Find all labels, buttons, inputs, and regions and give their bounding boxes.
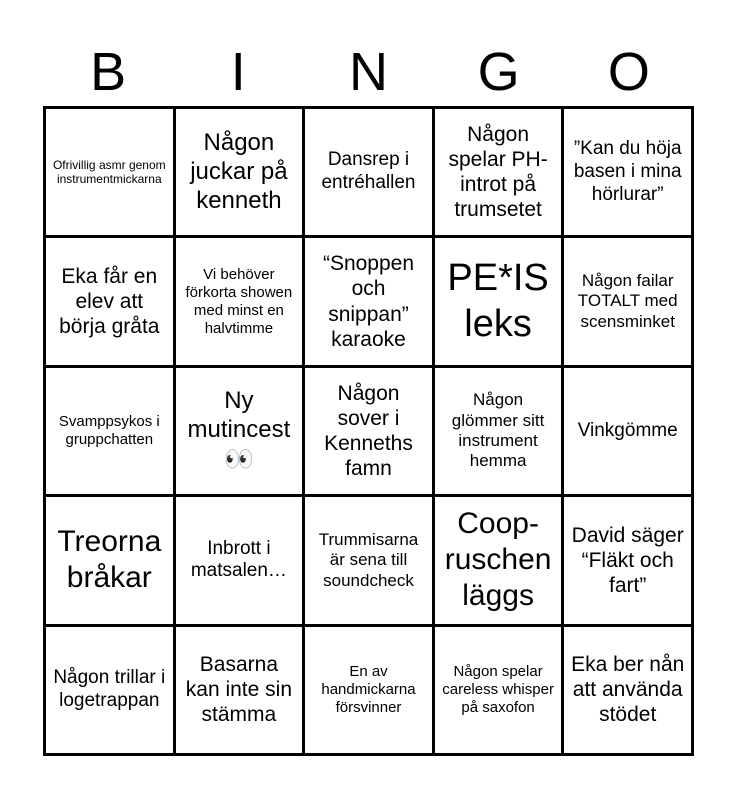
bingo-cell-r4c2[interactable] bbox=[176, 497, 303, 623]
cell-text: Trummisarna är sena till soundcheck bbox=[318, 529, 419, 590]
cell-text: Någon juckar på kenneth bbox=[190, 129, 288, 214]
bingo-cell-r4c5[interactable] bbox=[564, 497, 691, 623]
bingo-cell-r2c1[interactable] bbox=[46, 238, 173, 364]
bingo-header bbox=[43, 40, 694, 104]
header-letter-n: N bbox=[348, 42, 388, 102]
bingo-cell-r3c3[interactable] bbox=[305, 368, 432, 494]
cell-text: Ny mutincest bbox=[187, 387, 291, 444]
cell-text: Eka ber nån att använda stödet bbox=[571, 653, 685, 727]
bingo-cell-r2c5[interactable] bbox=[564, 238, 691, 364]
cell-text: Inbrott i matsalen… bbox=[190, 537, 287, 582]
header-letter-g: G bbox=[477, 42, 520, 102]
bingo-cell-r1c3[interactable] bbox=[305, 109, 432, 235]
cell-text: Någon spelar careless whisper på saxofon bbox=[442, 662, 554, 716]
bingo-cell-r3c1[interactable] bbox=[46, 368, 173, 494]
bingo-cell-r4c4[interactable] bbox=[435, 497, 562, 623]
cell-text: Någon spelar PH-introt på trumsetet bbox=[448, 122, 548, 222]
eyes-emoji-icon: 👀 bbox=[223, 444, 254, 473]
bingo-cell-r5c5[interactable] bbox=[564, 627, 691, 753]
cell-text: Basarna kan inte sin stämma bbox=[185, 653, 292, 727]
bingo-cell-r4c1[interactable] bbox=[46, 497, 173, 623]
bingo-grid bbox=[43, 106, 694, 756]
cell-text: Vinkgömme bbox=[577, 419, 678, 441]
bingo-cell-r3c5[interactable] bbox=[564, 368, 691, 494]
bingo-cell-r2c2[interactable] bbox=[176, 238, 303, 364]
cell-text: Någon failar TOTALT med scensminket bbox=[577, 271, 678, 331]
bingo-cell-r3c2[interactable] bbox=[176, 368, 303, 494]
cell-text: En av handmickarna försvinner bbox=[321, 662, 416, 716]
cell-text: David säger “Fläkt och fart” bbox=[571, 523, 684, 597]
cell-text: Svamppsykos i gruppchatten bbox=[58, 412, 160, 448]
cell-text: Treorna bråkar bbox=[57, 525, 162, 595]
cell-text: Dansrep i entréhallen bbox=[321, 149, 416, 194]
bingo-cell-r2c3[interactable] bbox=[305, 238, 432, 364]
bingo-cell-r5c1[interactable] bbox=[46, 627, 173, 753]
bingo-cell-r1c2[interactable] bbox=[176, 109, 303, 235]
cell-text: “Snoppen och snippan” karaoke bbox=[322, 252, 415, 351]
cell-text: PE*IS leks bbox=[447, 257, 549, 345]
bingo-cell-r4c3[interactable] bbox=[305, 497, 432, 623]
cell-text: Någon sover i Kenneths famn bbox=[324, 381, 413, 481]
cell-text: Eka får en elev att börja gråta bbox=[59, 264, 160, 339]
bingo-cell-r1c5[interactable] bbox=[564, 109, 691, 235]
bingo-cell-r1c1[interactable] bbox=[46, 109, 173, 235]
bingo-cell-r5c3[interactable] bbox=[305, 627, 432, 753]
cell-text: Någon trillar i logetrappan bbox=[53, 667, 166, 711]
bingo-cell-r3c4[interactable] bbox=[435, 368, 562, 494]
cell-text: Coop-ruschen läggs bbox=[444, 507, 552, 613]
bingo-cell-r2c4[interactable] bbox=[435, 238, 562, 364]
cell-text: Vi behöver förkorta showen med minst en halvtimme bbox=[185, 265, 293, 337]
header-letter-o: O bbox=[607, 42, 650, 102]
bingo-cell-r1c4[interactable] bbox=[435, 109, 562, 235]
header-letter-b: B bbox=[90, 42, 127, 102]
cell-text: Ofrivillig asmr genom instrumentmickarna bbox=[52, 157, 166, 187]
bingo-cell-r5c4[interactable] bbox=[435, 627, 562, 753]
header-letter-i: I bbox=[230, 42, 246, 102]
cell-text: Någon glömmer sitt instrument hemma bbox=[451, 390, 545, 471]
cell-text: ”Kan du höja basen i mina hörlurar” bbox=[573, 138, 682, 205]
bingo-cell-r5c2[interactable] bbox=[176, 627, 303, 753]
